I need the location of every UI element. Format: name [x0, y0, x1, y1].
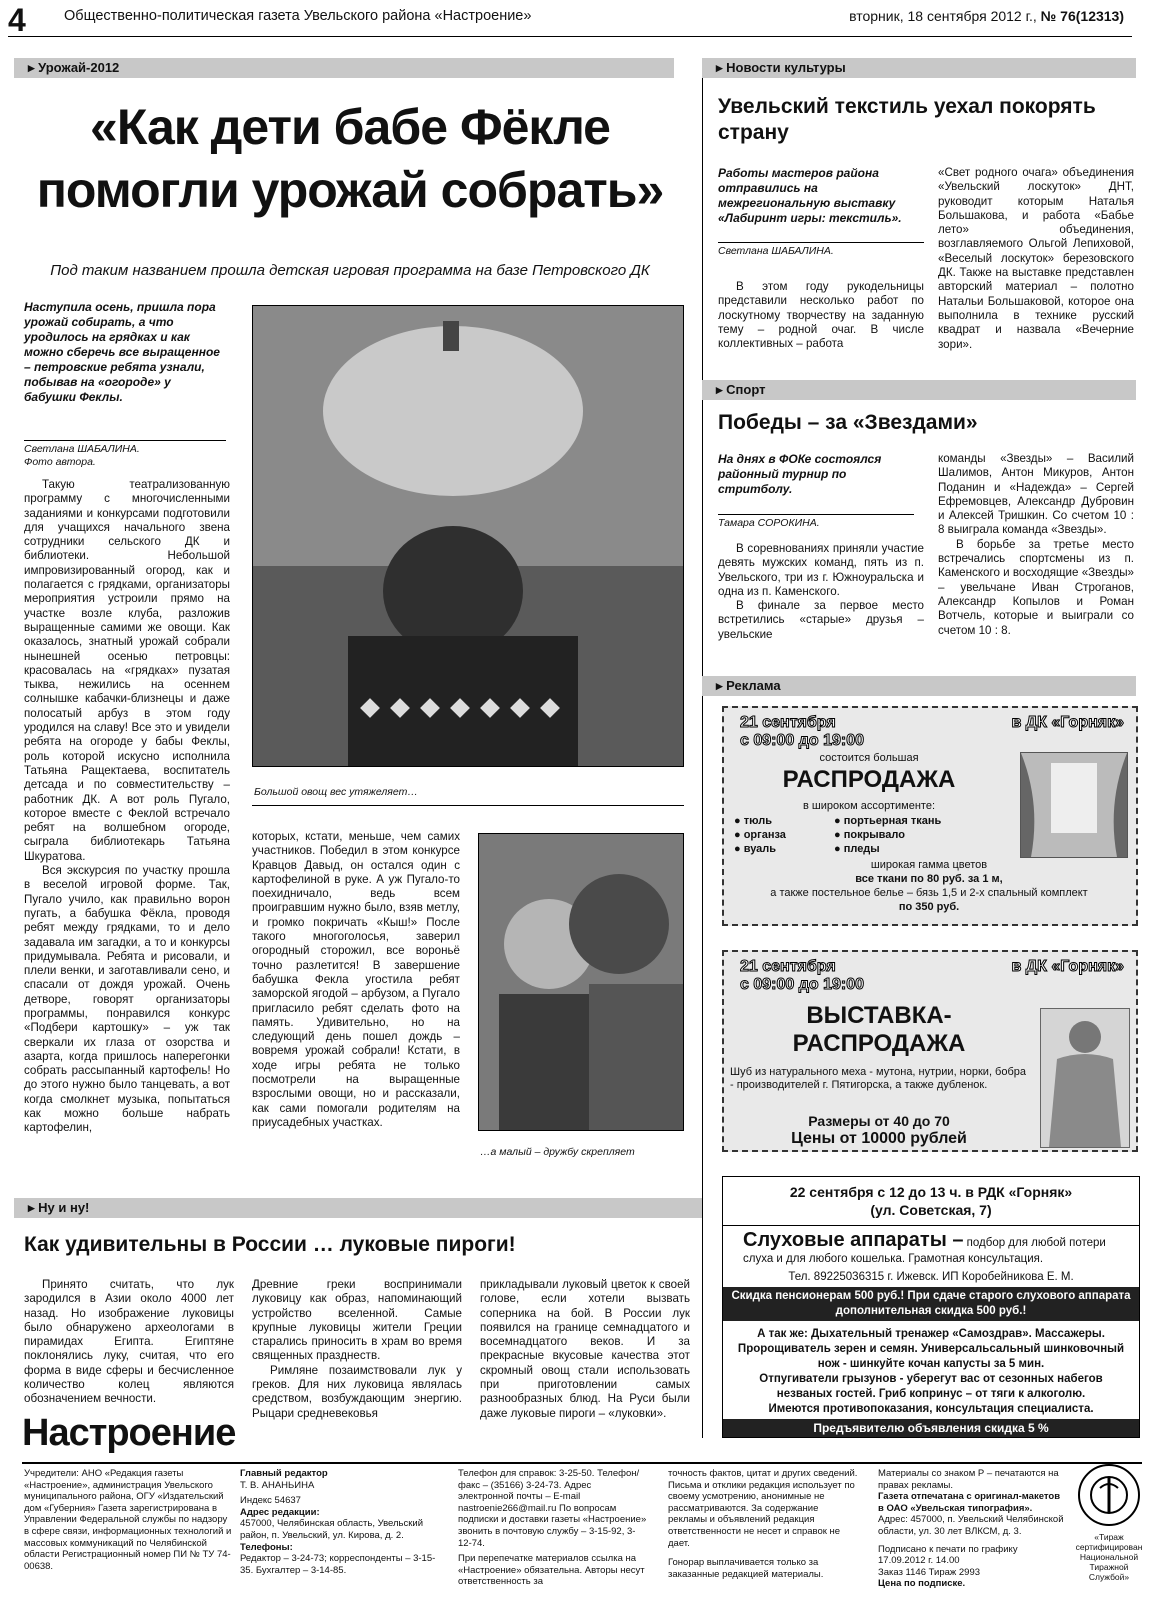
paragraph: «Свет родного очага» объединения «Увельский лоскуток» ДНТ, руководит которым Наталья Большакова, и работа «Бабье лето» объединения, возглавляемого Ольгой Лепиховой, «Веселый лоскуток» березовского ДК. Также на выставке представлен авторский материал – полотно Натальи Большаковой, которое она выполнила в технике русский квадрат и назвала «Вечерние зори».	[938, 166, 1134, 351]
ad2-time: с 09:00 до 19:00	[740, 976, 865, 993]
sport-lead: На днях в ФОКе состоялся районный турнир по стритболу.	[718, 452, 882, 496]
photo-children-image	[479, 834, 684, 1131]
curtain-illustration	[1021, 753, 1127, 857]
issue-date	[849, 8, 1124, 24]
ad2-venue: в ДК «Горняк»	[1011, 958, 1124, 975]
list-item: ● портьерная ткань	[834, 815, 942, 827]
paper-title: Общественно-политическая газета Увельского района «Настроение»	[64, 8, 532, 24]
photo-credit: Фото автора.	[24, 456, 96, 468]
ad3-sub: подбор для любой потери слуха и для любого кошелька. Грамотная консультация.	[743, 1237, 1106, 1265]
divider	[723, 1225, 1139, 1226]
paragraph: команды «Звезды» – Василий Шалимов, Антон Микуров, Антон Поданин и «Надежда» – Сергей Ефремовцев, Александр Дубровин и Алексей Тришкин. Со счетом 10 : 8 выиграла команда «Звезды».	[938, 452, 1134, 537]
ad1-pre: состоится большая	[819, 752, 919, 764]
price: Цена по подписке.	[878, 1578, 966, 1590]
rubric-sport: ▸ Спорт	[702, 380, 1136, 400]
ad3-when	[723, 1183, 1139, 1219]
culture-column-2	[938, 166, 1134, 352]
culture-headline: Увельский текстиль уехал покорять страну	[718, 95, 1096, 144]
ad2-headline	[724, 1002, 1034, 1058]
sport-column-2	[938, 452, 1134, 638]
ad1-venue: в ДК «Горняк»	[1011, 714, 1124, 731]
curtain-image	[1020, 752, 1128, 858]
ad2-price: Цены от 10000 рублей	[791, 1130, 967, 1147]
rubric-culture: ▸ Новости культуры	[702, 58, 1136, 78]
main-byline	[24, 440, 226, 469]
ad1-headline: РАСПРОДАЖА	[782, 766, 956, 793]
onion-headline: Как удивительны в России … луковые пироги!	[24, 1233, 516, 1256]
ad1-items-right	[834, 814, 941, 856]
ad1-assort: в широком ассортименте:	[802, 800, 936, 812]
seal-icon	[1080, 1466, 1138, 1524]
rubric-wow: ▸ Ну и ну!	[14, 1198, 702, 1218]
column-divider	[702, 58, 703, 1438]
paragraph: В финале за первое место встретились «старые» друзья – увельские	[718, 599, 924, 641]
ad1-time: с 09:00 до 19:00	[740, 732, 865, 749]
ad1-bedding: а также постельное белье – бязь 1,5 и 2-х спальный комплект	[770, 887, 1088, 899]
ad2-prices	[724, 1112, 1034, 1148]
order-number: Заказ 1146 Тираж 2993	[878, 1566, 981, 1578]
ad2-headline-2: РАСПРОДАЖА	[792, 1030, 966, 1057]
reprint-note: При перепечатке материалов ссылка на «Настроение» обязательна. Авторы несут ответственность за	[458, 1553, 645, 1588]
paragraph: В этом году рукодельницы представили несколько работ по лоскутному творчеству на заданную тему – родной очаг. В числе коллективных – работа	[718, 280, 924, 351]
footer-printing	[878, 1468, 1064, 1590]
list-item: ● пледы	[834, 843, 880, 855]
fur-coat-illustration	[1041, 1009, 1129, 1147]
main-headline: «Как дети бабе Фёкле помогли урожай собрать»	[36, 99, 664, 218]
print-address: Адрес: 457000, п. Увельский Челябинской области, ул. 30 лет ВЛКСМ, д. 3.	[878, 1514, 1064, 1537]
paragraph: В соревнованиях приняли участие девять мужских команд, пять из п. Увельского, три из г. Южноуральска и одна из п. Каменского.	[718, 542, 924, 598]
fur-coat-photo	[1040, 1008, 1130, 1148]
paragraph: Такую театрализованную программу с многочисленными заданиями и конкурсами подготовили для учащихся начального звена сотрудники сельского ДК и библиотеки. Небольшой импровизированный огород, как и полагается с грядками, организаторы мероприятия устроили прямо на участке возле клуба, разложив выращенные самими же овощи. Как оказалось, знатный урожай собрали нынешней осенью петровцы: красовалась на «грядках» пузатая тыква, нежились на осеннем солнышке кабачки-близнецы и даже полосатый арбуз в этом году уродился на славу! Все это и увидели ребята на огороде у бабы Феклы, роль которой искусно исполнила Татьяна Ращектаева, воспитатель детсада и по совместительству – работник ДК. А вот роль Пугало, которое вместе с Феклой встречало ребят на волшебном огороде, сыграла библиотекарь Татьяна Шкуратова.	[24, 478, 230, 863]
main-column-1	[24, 478, 230, 1136]
main-subtitle: Под таким названием прошла детская игровая программа на базе Петровского ДК	[50, 262, 650, 279]
main-column-2	[252, 830, 460, 1130]
photo1-caption: Большой овощ вес утяжеляет…	[254, 786, 418, 798]
editor-name: Т. В. АНАНЬИНА	[240, 1479, 315, 1491]
ad3-extra-2: Пророщиватель зерен и семян. Универсальсальный шинковочный нож - шинкуйте кочан капусты за 5 мин.	[737, 1343, 1125, 1370]
ad1-details	[724, 858, 1134, 914]
paragraph: Вся экскурсия по участку прошла в веселой игровой форме. Так, Пугало учило, как правильно ворон пугать, а бабушка Фёкла, проводя ребят между грядками, то и дело задавала им загадки, а то и конкурсы придумывала. Ребята и рисовали, и плели венки, и заготавливали сено, и спасали от дождя урожай. Очень детворе, говорят организаторы программы, понравился конкурс «Подбери картошку» – уж так сверкали их глаза от озорства и азарта, когда пришлось наперегонки собрать рассыпанный картофель! Но до этого нужно было танцевать, а вот когда смолкнет музыка, попытаться как можно больше набрать картофелин,	[24, 864, 230, 1135]
ad2-date: 21 сентября	[740, 958, 836, 975]
ad1-date: 21 сентября	[740, 714, 836, 731]
ad3-extras	[731, 1327, 1131, 1417]
culture-byline: Светлана ШАБАЛИНА.	[718, 242, 924, 258]
ad-sale	[722, 706, 1138, 926]
subscription-index: Индекс 54637	[240, 1495, 301, 1507]
ad1-items-left	[734, 814, 786, 856]
ad3-discount: Скидка пенсионерам 500 руб.! При сдаче старого слухового аппарата дополнительная скидка 500 руб.!	[723, 1287, 1139, 1321]
footer-accuracy	[668, 1468, 858, 1580]
author: Светлана ШАБАЛИНА.	[24, 443, 140, 455]
ad3-date: 22 сентября с 12 до 13 ч. в РДК «Горняк»	[789, 1184, 1073, 1200]
ad2-headline-1: ВЫСТАВКА-	[806, 1002, 952, 1029]
ad-hearing	[722, 1176, 1140, 1438]
paragraph: которых, кстати, меньше, чем самих участников. Победил в этом конкурсе Кравцов Давыд, он остался один с картофелиной в руке. А уж Пугало-то поехидничало, ведь всем проигравшим нужно было, взяв метлу, и громко покричать «Кыш!» После такого многоголосья, заверил огородный сторожил, все вороньё точно разлетится! В завершение бабушка Фекла угостила ребят заморской ягодой – арбузом, а Пугало пригласило ребят сделать фото на память. Удивительно, но на следующий день пошел дождь – вовремя урожай собрали! Кстати, в ходе игры ребята не только посмотрели на выращенные взрослыми овощи, но и рассказали, как сами помогали родителям на приусадебных участках.	[252, 830, 460, 1129]
date: вторник, 18 сентября 2012 г.,	[849, 8, 1037, 24]
list-item: ● тюль	[734, 815, 772, 827]
photo-pumpkin-image	[253, 306, 684, 767]
certification-text: «Тираж сертифицирован Национальной Тиражной Службой»	[1075, 1532, 1143, 1582]
footer-rule	[22, 1462, 1142, 1464]
sport-headline: Победы – за «Звездами»	[718, 411, 978, 434]
accuracy-note: точность фактов, цитат и других сведений. Письма и отклики редакция использует по своему усмотрению, анонимные не рассматриваются. За содержание рекламы и объявлений редакция ответственности не несет и справок не дает.	[668, 1468, 858, 1549]
ad3-extra-1: А так же: Дыхательный тренажер «Самоздрав». Массажеры.	[757, 1328, 1105, 1340]
issue-number: № 76(12313)	[1040, 8, 1124, 24]
logo: Настроение	[22, 1412, 236, 1454]
address-label: Адрес редакции:	[240, 1506, 320, 1518]
address: 457000, Челябинская область, Увельский район, п. Увельский, ул. Кирова, д. 2.	[240, 1518, 424, 1541]
photo-children	[478, 833, 684, 1131]
paragraph: Древние греки воспринимали луковицу как образ, напоминающий устройство вселенной. Самые крупные луковицы жители Греции старались приносить в храм во время священных празднеств.	[252, 1278, 462, 1363]
ad3-body	[743, 1229, 1133, 1266]
culture-lead: Работы мастеров района отправились на межрегиональную выставку «Лабиринт игры: текстиль».	[718, 166, 902, 225]
editor-label: Главный редактор	[240, 1468, 328, 1479]
footer-editorial	[240, 1468, 440, 1576]
fee-note: Гонорар выплачивается только за заказанные редакцией материалы.	[668, 1557, 824, 1580]
ads-note: Материалы со знаком Р – печатаются на правах рекламы.	[878, 1468, 1059, 1491]
ad1-bedding-price: по 350 руб.	[898, 901, 960, 913]
list-item: ● покрывало	[834, 829, 905, 841]
paragraph: В борьбе за третье место встречались спортсмены из п. Каменского и восходящие «Звезды» – увельчане Иван Строганов, Александр Копылов и Роман Вотчель, которые и выиграли со счетом 10 : 8.	[938, 537, 1134, 637]
sport-byline: Тамара СОРОКИНА.	[718, 514, 914, 530]
header-rule	[8, 36, 1132, 37]
ad3-address: (ул. Советская, 7)	[870, 1202, 992, 1218]
paragraph: прикладывали луковый цветок к своей голове, если хотели вызвать соперника на бой. В России лук появился на границе семнадцатого и восемнадцатого веков. И за прекрасные вкусовые качества этот скромный овощ стали использовать при приготовлении самых разнообразных блюд. На Руси были даже луковые пироги – «луковки».	[480, 1278, 690, 1420]
ad2-desc: Шуб из натурального меха - мутона, нутрии, норки, бобра - производителей г. Пятигорска, а также дубленок.	[730, 1066, 1027, 1091]
ad2-sizes: Размеры от 40 до 70	[808, 1113, 950, 1129]
ad3-extra-3: Отпугиватели грызунов - уберегут вас от сезонных набегов незваных гостей. Гриб копринус – от тяги к алкоголю.	[759, 1373, 1103, 1400]
onion-column-2	[252, 1278, 462, 1421]
ad3-bottom: Предъявителю объявления скидка 5 %	[723, 1419, 1139, 1437]
ad1-colors: широкая гамма цветов	[870, 859, 988, 871]
phones: Редактор – 3-24-73; корреспонденты – 3-15-35. Бухгалтер – 3-14-85.	[240, 1553, 436, 1576]
rubric-harvest: ▸ Урожай-2012	[14, 58, 674, 78]
page-number: 4	[8, 2, 26, 38]
paragraph: Принято считать, что лук зародился в Азии около 4000 лет назад. Но изображение луковицы было обнаружено археологами в пирамидах Египта. Египтяне поклонялись луку, считая, что его форма в виде сферы и бесчисленное количество колец являются обозначением вечности.	[24, 1278, 234, 1406]
divider	[252, 805, 684, 806]
culture-column-1	[718, 280, 924, 351]
list-item: ● органза	[734, 829, 786, 841]
ad1-price: все ткани по 80 руб. за 1 м,	[855, 873, 1003, 885]
certification-seal	[1078, 1464, 1140, 1526]
footer-founders: Учредители: АНО «Редакция газеты «Настроение», администрация Увельского муниципального района, ОГУ «Издательский дом «Губерния» Газета зарегистрирована в Управлении Федеральной службы по надзору в сфере связи, информационных технологий и массовых коммуникаций по Челябинской области Регистрационный номер ПИ № ТУ 74-00638.	[24, 1468, 232, 1572]
main-lead: Наступила осень, пришла пора урожай собирать, а что уродилось на грядках и как можно сберечь все выращенное – петровские ребята узнали, побывав на «огороде» у бабушки Феклы.	[24, 300, 220, 404]
ad3-phone: Тел. 89225036315 г. Ижевск. ИП Коробейникова Е. М.	[788, 1271, 1074, 1283]
onion-column-3	[480, 1278, 690, 1421]
ad3-headline: Слуховые аппараты –	[743, 1229, 964, 1251]
paragraph: Римляне позаимствовали лук у греков. Для них луковица являлась средством, возбуждающим энергию. Рыцари средневековья	[252, 1363, 462, 1420]
sport-column-1	[718, 542, 924, 642]
printed-by: Газета отпечатана с оригинал-макетов в ОАО «Увельская типография».	[878, 1491, 1061, 1514]
footer-contacts	[458, 1468, 648, 1588]
photo-pumpkin	[252, 305, 684, 767]
rubric-ads: ▸ Реклама	[702, 676, 1136, 696]
ad3-warning: Имеются противопоказания, консультация специалиста.	[768, 1403, 1094, 1415]
signed-date: Подписано к печати по графику 17.09.2012 г. 14.00	[878, 1543, 1018, 1567]
photo2-caption: …а малый – дружбу скрепляет	[480, 1146, 635, 1158]
onion-column-1	[24, 1278, 234, 1407]
list-item: ● вуаль	[734, 843, 777, 855]
contacts: Телефон для справок: 3-25-50. Телефон/факс – (35166) 3-24-73. Адрес электронной почты – E-mail nastroenie266@mail.ru По вопросам подписки и доставки газеты «Настроение» звонить в почтовую службу – 3-15-92, 3-12-74.	[458, 1468, 647, 1549]
ad-fur	[722, 950, 1138, 1152]
phones-label: Телефоны:	[240, 1541, 293, 1553]
